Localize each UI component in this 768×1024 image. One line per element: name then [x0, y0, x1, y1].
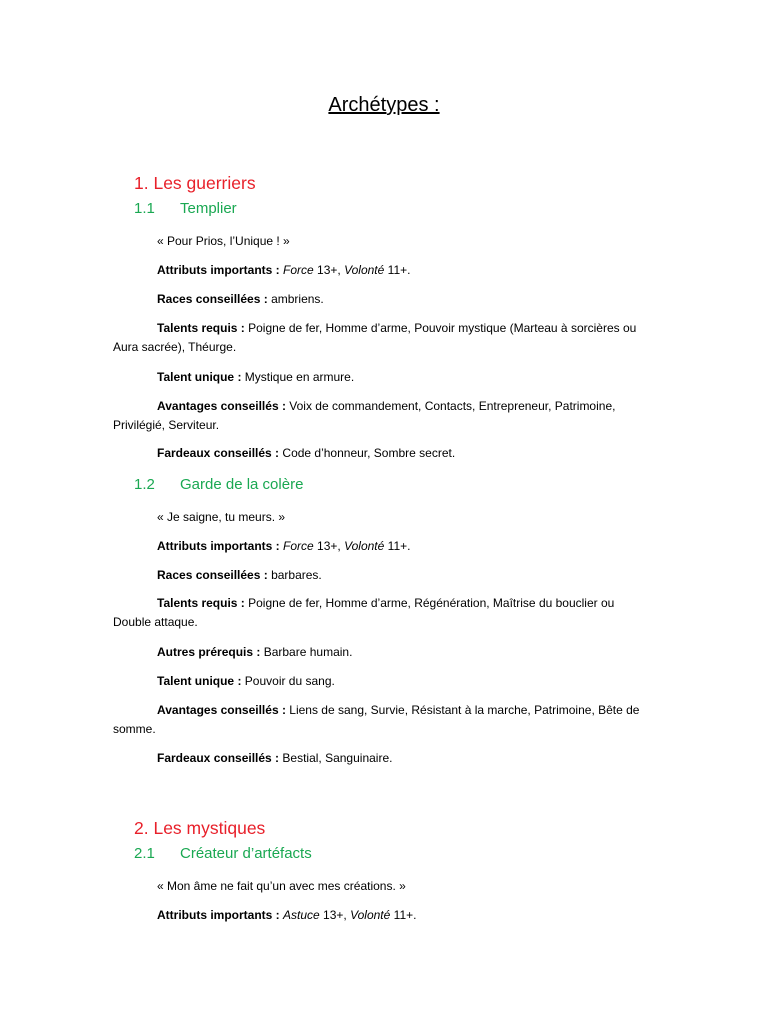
attribute-name: Force	[283, 263, 314, 277]
burdens-label: Fardeaux conseillés :	[157, 751, 280, 765]
subsection-number: 1.2	[134, 476, 155, 493]
advantages-paragraph: Avantages conseillés : Liens de sang, Survie, Résistant à la marche, Patrimoine, Bête de somme.	[113, 703, 640, 736]
subsection-heading-createur	[134, 845, 312, 862]
attribute-name: Volonté	[350, 908, 391, 922]
unique-talent-label: Talent unique :	[157, 674, 242, 688]
attributes-label: Attributs importants :	[157, 539, 280, 553]
races-label: Races conseillées :	[157, 568, 268, 582]
talents-label: Talents requis :	[157, 596, 245, 610]
attributes-paragraph: Attributs importants : Astuce 13+, Volonté 11+.	[157, 908, 417, 922]
talents-paragraph: Talents requis : Poigne de fer, Homme d’arme, Pouvoir mystique (Marteau à sorcières ou Aura sacrée), Théurge.	[113, 321, 637, 354]
subsection-title: Créateur d’artéfacts	[180, 845, 312, 862]
burdens-paragraph: Fardeaux conseillés : Bestial, Sanguinaire.	[157, 751, 393, 765]
attributes-paragraph: Attributs importants : Force 13+, Volonté 11+.	[157, 263, 411, 277]
quote-paragraph: « Je saigne, tu meurs. »	[157, 510, 286, 524]
unique-talent-label: Talent unique :	[157, 370, 242, 384]
subsection-number: 1.1	[134, 200, 155, 217]
subsection-title: Garde de la colère	[180, 476, 304, 493]
subsection-title: Templier	[180, 200, 237, 217]
advantages-label: Avantages conseillés :	[157, 703, 286, 717]
talents-label: Talents requis :	[157, 321, 245, 335]
attributes-label: Attributs importants :	[157, 908, 280, 922]
attribute-name: Astuce	[283, 908, 320, 922]
other-prereq-label: Autres prérequis :	[157, 645, 261, 659]
races-paragraph: Races conseillées : ambriens.	[157, 292, 324, 306]
burdens-label: Fardeaux conseillés :	[157, 446, 280, 460]
other-prereq-paragraph: Autres prérequis : Barbare humain.	[157, 645, 353, 659]
attributes-label: Attributs importants :	[157, 263, 280, 277]
attribute-name: Force	[283, 539, 314, 553]
races-label: Races conseillées :	[157, 292, 268, 306]
section-heading-guerriers: 1. Les guerriers	[134, 173, 256, 193]
subsection-heading-templier	[134, 200, 237, 217]
unique-talent-paragraph: Talent unique : Mystique en armure.	[157, 370, 355, 384]
attributes-paragraph: Attributs importants : Force 13+, Volonté 11+.	[157, 539, 411, 553]
attribute-name: Volonté	[344, 263, 385, 277]
races-paragraph: Races conseillées : barbares.	[157, 568, 322, 582]
subsection-number: 2.1	[134, 845, 155, 862]
attribute-name: Volonté	[344, 539, 385, 553]
burdens-paragraph: Fardeaux conseillés : Code d’honneur, Sombre secret.	[157, 446, 456, 460]
advantages-paragraph: Avantages conseillés : Voix de commandement, Contacts, Entrepreneur, Patrimoine, Privilégié, Serviteur.	[113, 399, 616, 432]
page-title: Archétypes :	[328, 94, 440, 116]
quote-paragraph: « Mon âme ne fait qu’un avec mes créations. »	[157, 879, 406, 893]
talents-paragraph: Talents requis : Poigne de fer, Homme d’arme, Régénération, Maîtrise du bouclier ou Double attaque.	[113, 596, 615, 629]
quote-paragraph: « Pour Prios, l’Unique ! »	[157, 234, 290, 248]
subsection-heading-garde	[134, 476, 303, 493]
advantages-label: Avantages conseillés :	[157, 399, 286, 413]
unique-talent-paragraph: Talent unique : Pouvoir du sang.	[157, 674, 335, 688]
section-heading-mystiques: 2. Les mystiques	[134, 818, 266, 838]
